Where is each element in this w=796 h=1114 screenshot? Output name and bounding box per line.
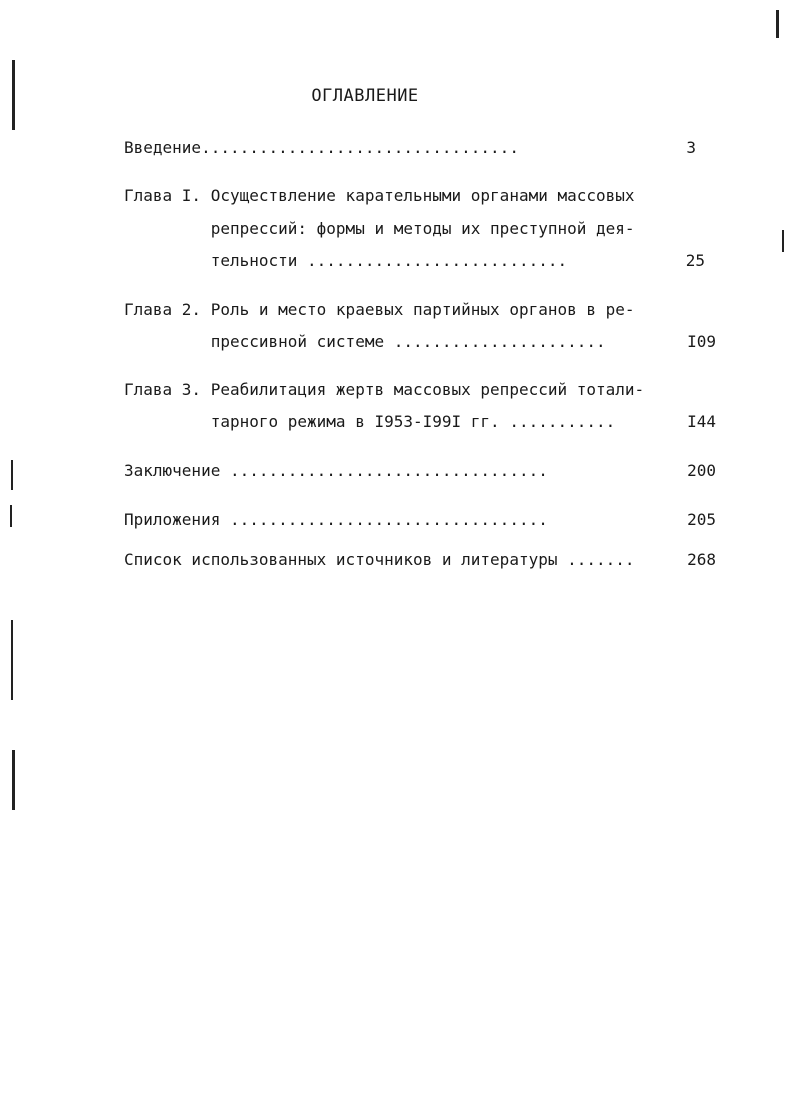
toc-entry-line: Введение................................. <box>124 138 519 157</box>
toc-entry-line: тельности ........................... <box>124 251 568 270</box>
toc-entry-line: Глава I. Осуществление карательными органами массовых <box>124 186 635 205</box>
toc-entry-page: 205 <box>687 510 716 529</box>
scan-artifact <box>10 505 12 527</box>
toc-entry-line: Список использованных источников и литературы ....... <box>124 550 635 569</box>
scan-artifact <box>11 460 13 490</box>
toc-entry-page: 268 <box>687 550 716 569</box>
toc-entry-page: 200 <box>687 461 716 480</box>
toc-entry-page: 3 <box>686 138 696 157</box>
toc-entry-page: I09 <box>687 332 716 351</box>
toc-entry-line: Приложения ................................. <box>124 510 548 529</box>
scan-artifact <box>11 620 13 700</box>
toc-heading: ОГЛАВЛЕНИЕ <box>311 86 419 106</box>
scan-artifact <box>776 10 779 38</box>
toc-entry-line: Глава 2. Роль и место краевых партийных органов в ре- <box>124 300 635 319</box>
scan-artifact <box>12 750 15 810</box>
toc-entry-page: 25 <box>685 251 705 270</box>
toc-entry-line: репрессий: формы и методы их преступной дея- <box>124 219 635 238</box>
toc-entry-line: Глава 3. Реабилитация жертв массовых репрессий тотали- <box>124 380 645 399</box>
toc-entry-line: Заключение ................................. <box>124 461 548 480</box>
scan-artifact <box>782 230 784 252</box>
toc-entry-line: прессивной системе ...................... <box>124 332 606 351</box>
toc-entry-line: тарного режима в I953-I99I гг. ........... <box>124 412 616 431</box>
toc-entry-page: I44 <box>687 412 716 431</box>
